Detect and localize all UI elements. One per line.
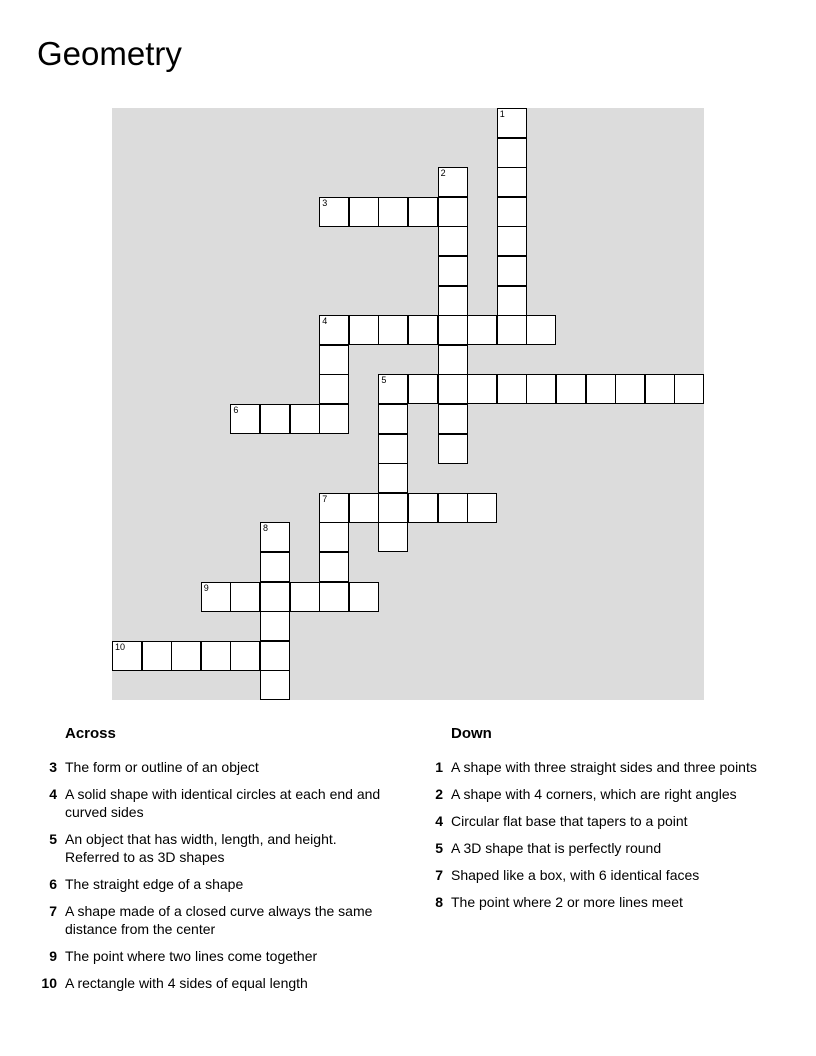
- clue-item-text: Shaped like a box, with 6 identical faces: [451, 867, 700, 883]
- clue-item-number: 10: [41, 975, 57, 991]
- grid-cell[interactable]: [319, 582, 349, 612]
- page-title: Geometry: [37, 35, 182, 72]
- grid-cell[interactable]: [260, 611, 290, 641]
- grid-cell[interactable]: [497, 315, 527, 345]
- grid-cell[interactable]: [556, 374, 586, 404]
- grid-cell[interactable]: [408, 493, 438, 523]
- grid-cell[interactable]: [230, 582, 260, 612]
- grid-cell[interactable]: [438, 404, 468, 434]
- clue-item-text: A shape made of a closed curve always the same distance from the center: [65, 903, 373, 937]
- grid-cell[interactable]: [349, 582, 379, 612]
- clue-item-number: 7: [435, 867, 443, 883]
- grid-cell[interactable]: [615, 374, 645, 404]
- clue-item-text: A shape with three straight sides and three points: [451, 759, 757, 775]
- grid-cell[interactable]: [408, 374, 438, 404]
- grid-cell[interactable]: [438, 256, 468, 286]
- grid-cell[interactable]: [349, 315, 379, 345]
- clue-number: 4: [322, 316, 328, 327]
- clue-item-text: The form or outline of an object: [65, 759, 259, 775]
- clue-item: [37, 875, 387, 893]
- clue-item: [423, 785, 773, 803]
- grid-cell[interactable]: [142, 641, 172, 671]
- grid-cell[interactable]: [497, 286, 527, 316]
- down-heading: Down: [451, 725, 492, 742]
- across-heading: Across: [65, 725, 116, 742]
- clue-item-number: 9: [49, 948, 57, 964]
- clue-item-number: 7: [49, 903, 57, 919]
- clue-item-text: An object that has width, length, and height. Referred to as 3D shapes: [65, 831, 337, 865]
- clue-item-text: The point where 2 or more lines meet: [451, 894, 683, 910]
- grid-cell[interactable]: [290, 582, 320, 612]
- clue-item-number: 4: [435, 813, 443, 829]
- clue-number: 5: [381, 375, 387, 386]
- clue-item: [37, 758, 387, 776]
- clue-item-text: Circular flat base that tapers to a point: [451, 813, 688, 829]
- clue-item: [423, 866, 773, 884]
- across-clues: [37, 722, 387, 1001]
- grid-cell[interactable]: [112, 641, 142, 671]
- grid-cell[interactable]: [378, 374, 408, 404]
- clue-item: [423, 758, 773, 776]
- clue-number: 7: [322, 493, 328, 504]
- grid-cell[interactable]: [319, 552, 349, 582]
- clue-number: 8: [263, 523, 269, 534]
- grid-cell[interactable]: [378, 404, 408, 434]
- grid-cell[interactable]: [467, 493, 497, 523]
- grid-cell[interactable]: [438, 493, 468, 523]
- clue-item-number: 5: [49, 831, 57, 847]
- grid-cell[interactable]: [526, 374, 556, 404]
- grid-cell[interactable]: [438, 374, 468, 404]
- grid-cell[interactable]: [645, 374, 675, 404]
- clue-item-number: 5: [435, 840, 443, 856]
- grid-cell[interactable]: [497, 226, 527, 256]
- grid-cell[interactable]: [438, 315, 468, 345]
- grid-cell[interactable]: [497, 108, 527, 138]
- grid-cell[interactable]: [290, 404, 320, 434]
- grid-cell[interactable]: [526, 315, 556, 345]
- grid-cell[interactable]: [408, 315, 438, 345]
- grid-cell[interactable]: [378, 493, 408, 523]
- clue-item: [423, 839, 773, 857]
- clue-item: [423, 893, 773, 911]
- grid-cell[interactable]: [319, 493, 349, 523]
- clue-number: 6: [233, 405, 239, 415]
- clue-item-number: 3: [49, 759, 57, 775]
- grid-cell[interactable]: [438, 197, 468, 227]
- clue-item: [423, 812, 773, 830]
- clue-item-number: 6: [49, 876, 57, 892]
- clue-item-text: A 3D shape that is perfectly round: [451, 840, 662, 856]
- clue-item: [37, 830, 387, 866]
- grid-cell[interactable]: [674, 374, 704, 404]
- grid-cell[interactable]: [349, 197, 379, 227]
- grid-cell[interactable]: [201, 641, 231, 671]
- clue-item-text: A solid shape with identical circles at each end and curved sides: [65, 786, 381, 820]
- clue-item: [37, 902, 387, 938]
- clue-number: 3: [322, 197, 328, 208]
- grid-cell[interactable]: [467, 315, 497, 345]
- grid-cell[interactable]: [319, 345, 349, 375]
- grid-cell[interactable]: [260, 404, 290, 434]
- crossword-grid: [112, 108, 704, 700]
- down-clues: [423, 722, 773, 920]
- clue-item-number: 2: [435, 786, 443, 802]
- grid-cell[interactable]: [497, 197, 527, 227]
- grid-cell[interactable]: [438, 226, 468, 256]
- grid-cell[interactable]: [438, 167, 468, 197]
- grid-cell[interactable]: [171, 641, 201, 671]
- grid-cell[interactable]: [467, 374, 497, 404]
- grid-cell[interactable]: [319, 404, 349, 434]
- clue-item-text: The straight edge of a shape: [65, 876, 244, 892]
- grid-cell[interactable]: [349, 493, 379, 523]
- clue-item-text: A rectangle with 4 sides of equal length: [65, 975, 308, 991]
- grid-cell[interactable]: [230, 641, 260, 671]
- clue-item: [37, 947, 387, 965]
- grid-cell[interactable]: [378, 315, 408, 345]
- grid-cell[interactable]: [378, 522, 408, 552]
- grid-cell[interactable]: [230, 404, 260, 434]
- clue-number: 9: [203, 582, 209, 593]
- grid-cell[interactable]: [408, 197, 438, 227]
- grid-cell[interactable]: [497, 374, 527, 404]
- clue-number: 1: [499, 109, 505, 119]
- grid-cell[interactable]: [497, 256, 527, 286]
- clue-item-number: 4: [49, 786, 57, 802]
- grid-cell[interactable]: [201, 582, 231, 612]
- grid-cell[interactable]: [438, 345, 468, 375]
- clue-number: 10: [115, 641, 126, 652]
- grid-cell[interactable]: [260, 552, 290, 582]
- grid-cell[interactable]: [378, 197, 408, 227]
- grid-cell[interactable]: [438, 434, 468, 464]
- grid-cell[interactable]: [438, 286, 468, 316]
- grid-cell[interactable]: [378, 463, 408, 493]
- clue-item-text: The point where two lines come together: [65, 948, 318, 964]
- clue-item: [37, 785, 387, 821]
- clue-item-text: A shape with 4 corners, which are right angles: [451, 786, 737, 802]
- clue-item: [37, 974, 387, 992]
- grid-cell[interactable]: [260, 522, 290, 552]
- grid-cell[interactable]: [260, 670, 290, 700]
- grid-cell[interactable]: [260, 641, 290, 671]
- grid-cell[interactable]: [497, 167, 527, 197]
- grid-cell[interactable]: [260, 582, 290, 612]
- grid-cell[interactable]: [319, 374, 349, 404]
- grid-cell[interactable]: [378, 434, 408, 464]
- grid-cell[interactable]: [319, 315, 349, 345]
- clue-item-number: 1: [435, 759, 443, 775]
- clue-item-number: 8: [435, 894, 443, 910]
- grid-cell[interactable]: [319, 197, 349, 227]
- clue-number: 2: [440, 168, 446, 179]
- grid-cell[interactable]: [586, 374, 616, 404]
- grid-cell[interactable]: [319, 522, 349, 552]
- grid-cell[interactable]: [497, 138, 527, 168]
